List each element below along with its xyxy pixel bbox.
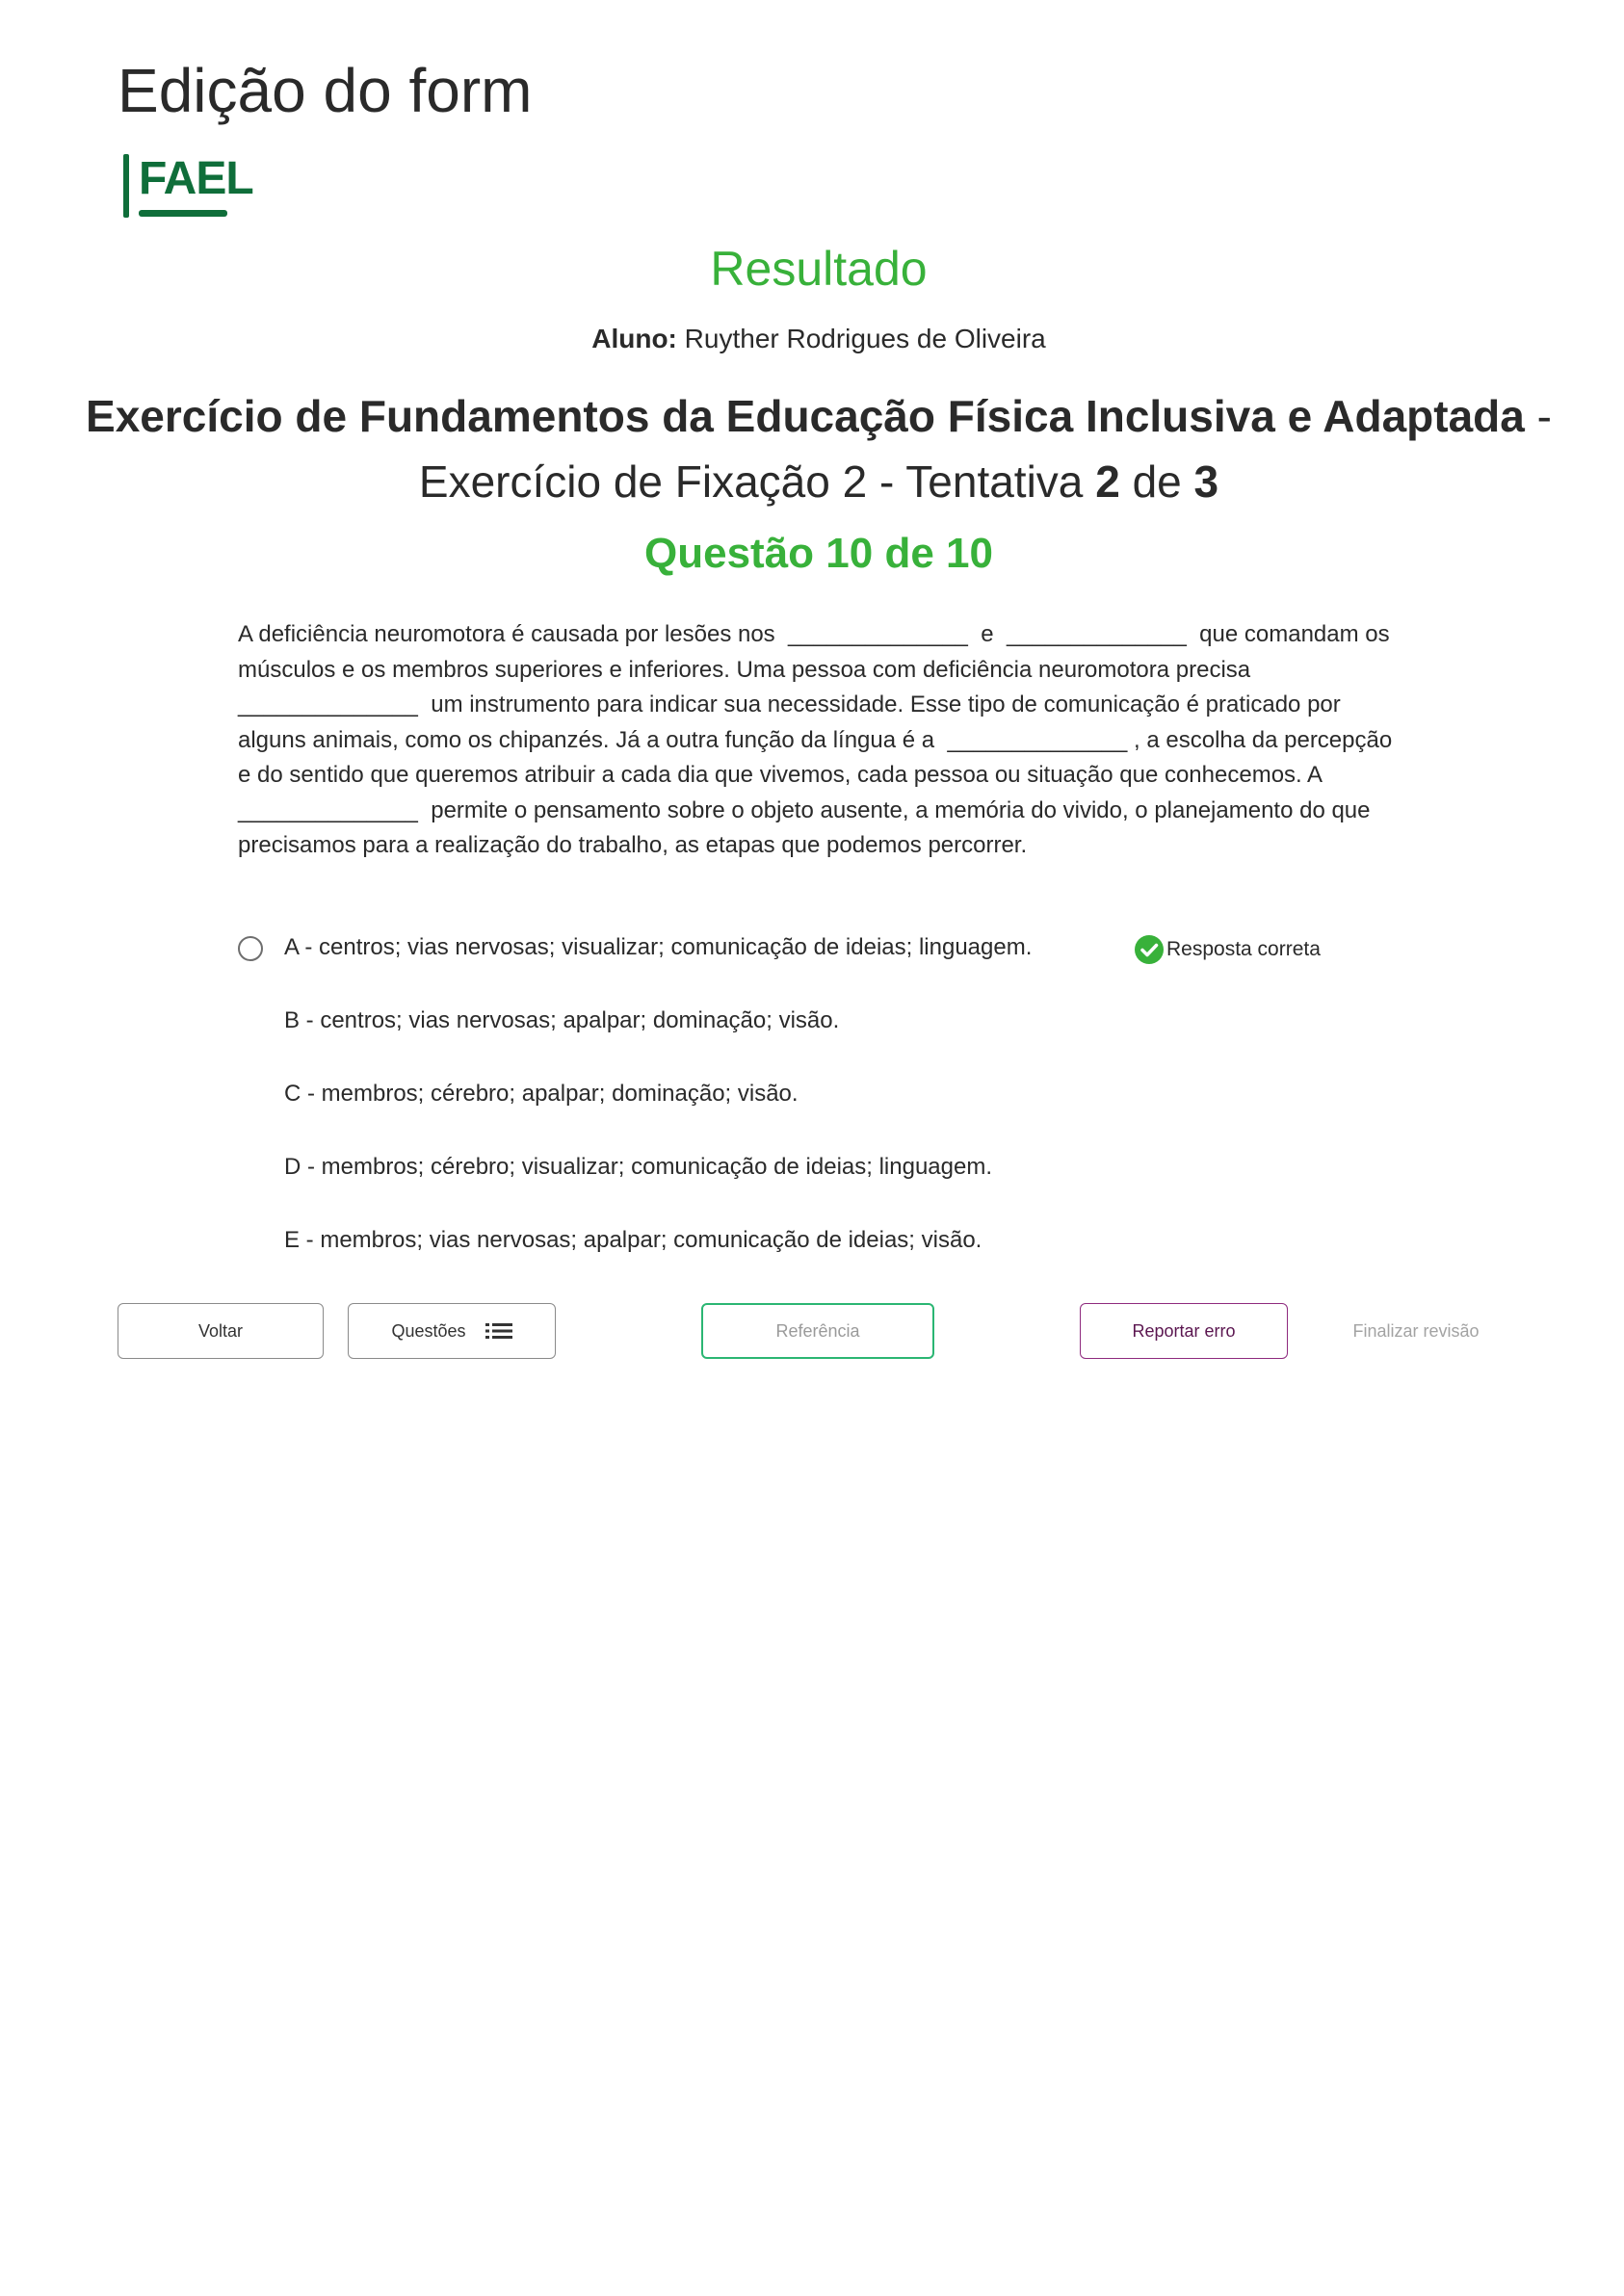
option-c[interactable] [238,1071,1413,1144]
attempt-total: 3 [1193,457,1219,507]
option-b[interactable] [238,998,1413,1071]
question-text-part-5: , a escolha da percepção e do sentido que queremos atribuir a cada dia que vivemos, cada pessoa ou situação que conhecemos. A [238,726,1393,788]
student-info [0,324,1624,354]
correct-answer-text: Resposta correta [1166,938,1321,960]
question-blank-1: ______________ [788,621,968,647]
question-text-part-2: e [981,621,994,647]
logo-bar [123,154,129,218]
option-a-label: A - centros; vias nervosas; visualizar; comunicação de ideias; linguagem. [284,934,1033,960]
answer-options [238,925,1413,1291]
option-e[interactable] [238,1217,1413,1291]
fael-logo [121,152,253,222]
exercise-subtitle: Exercício de Fixação 2 [418,457,868,507]
check-circle-icon [1134,934,1165,965]
question-text-part-3: que comandam os músculos e os membros superiores e inferiores. Uma pessoa com deficiência neuromotora precisa [238,621,1390,683]
questoes-button[interactable] [348,1303,556,1359]
option-d[interactable] [238,1144,1413,1217]
exercise-title: Exercício de Fundamentos da Educação Física Inclusiva e Adaptada - Exercício de Fixação 2 - Tentativa 2 de 3 [86,391,1552,507]
option-a[interactable] [238,925,1413,998]
correct-answer-badge [1134,934,1321,965]
option-d-label: D - membros; cérebro; visualizar; comunicação de ideias; linguagem. [284,1154,992,1180]
question-blank-4: ______________ [947,726,1128,753]
list-icon [485,1321,512,1341]
question-blank-3: ______________ [238,691,418,718]
reportar-erro-button[interactable]: Reportar erro [1080,1303,1288,1359]
logo-underline [139,210,227,217]
attempt-current: 2 [1095,457,1120,507]
result-title: Resultado [710,242,928,296]
question-blank-2: ______________ [1006,621,1187,647]
voltar-button[interactable]: Voltar [118,1303,324,1359]
option-c-label: C - membros; cérebro; apalpar; dominação; visão. [284,1081,799,1107]
option-b-label: B - centros; vias nervosas; apalpar; dominação; visão. [284,1007,840,1033]
question-blank-5: ______________ [238,796,418,823]
question-text [238,617,1403,864]
question-number: Questão 10 de 10 [644,530,993,577]
option-e-label: E - membros; vias nervosas; apalpar; comunicação de ideias; visão. [284,1227,982,1253]
finalizar-revisao-button[interactable]: Finalizar revisão [1329,1303,1503,1359]
student-label: Aluno: [591,324,677,353]
attempt-of: de [1132,457,1182,507]
logo-text: FAEL [139,153,253,204]
question-text-part-1: A deficiência neuromotora é causada por lesões nos [238,621,775,647]
attempt-label: Tentativa [905,457,1084,507]
exercise-course-name: Exercício de Fundamentos da Educação Física Inclusiva e Adaptada [86,391,1525,441]
questoes-button-label: Questões [391,1320,466,1341]
referencia-button[interactable]: Referência [701,1303,934,1359]
question-text-part-6: permite o pensamento sobre o objeto ausente, a memória do vivido, o planejamento do que precisamos para a realização do trabalho, as etapas que podemos percorrer. [238,796,1371,858]
option-a-radio[interactable] [238,936,263,961]
page-heading: Edição do form [118,56,533,125]
student-name: Ruyther Rodrigues de Oliveira [684,324,1046,353]
question-text-part-4: um instrumento para indicar sua necessidade. Esse tipo de comunicação é praticado por alguns animais, como os chipanzés. Já a outra função da língua é a [238,691,1341,753]
